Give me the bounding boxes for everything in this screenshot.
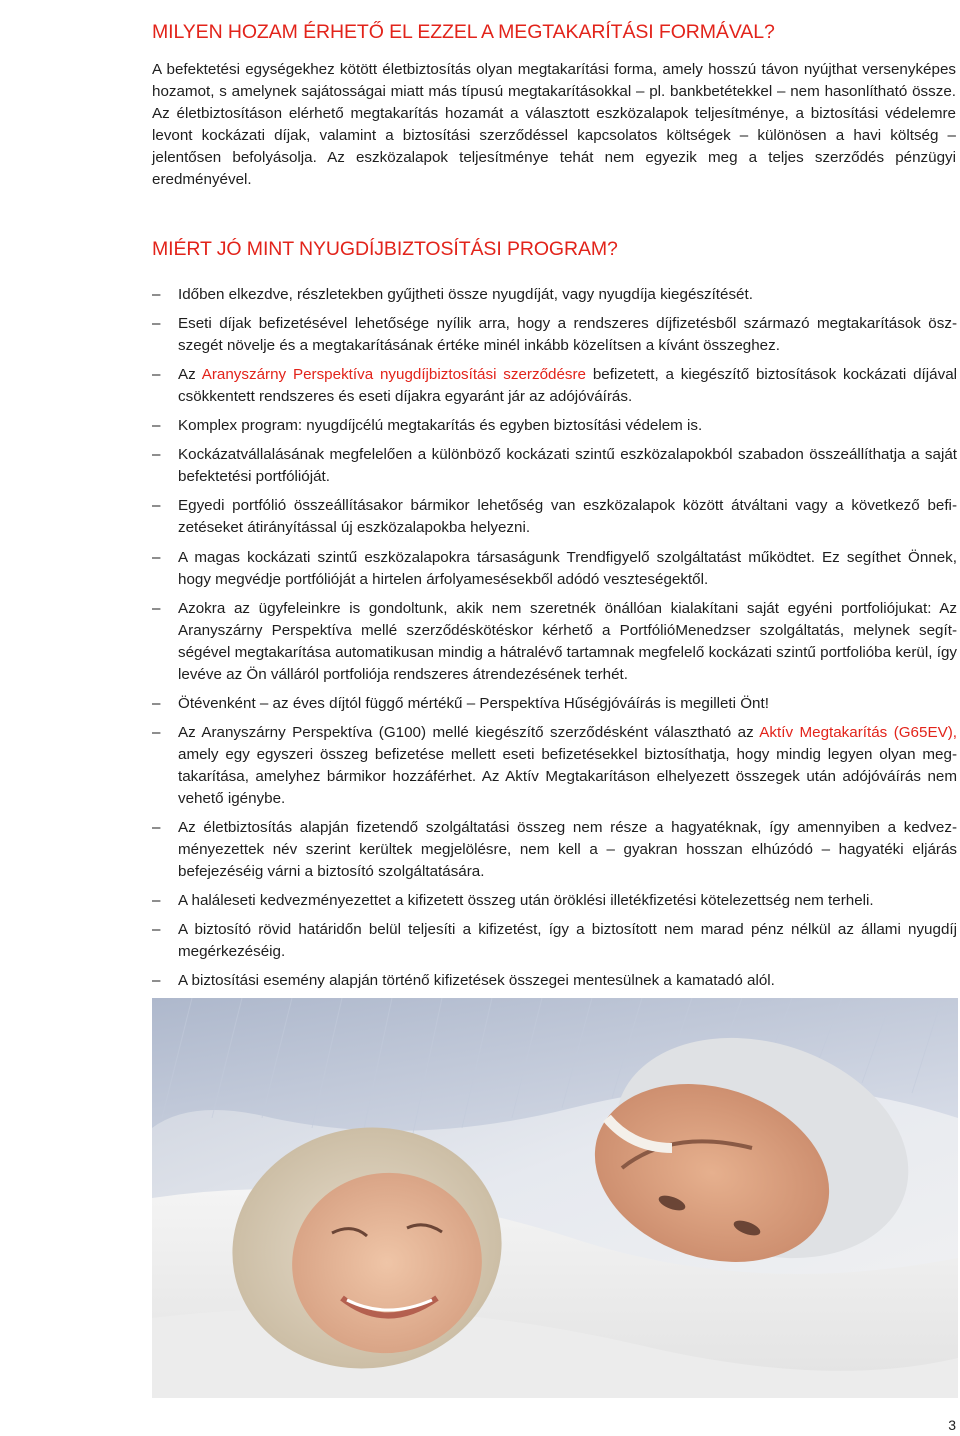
list-item-text: befizetett, a kiegészítő biztosítások kockázati díjával csökkentett rendszeres és eseti díjakra egyaránt jár az adójóváírás. bbox=[178, 366, 958, 406]
list-item-text: A haláleseti kedvezményezettet a kifizetett összeg után öröklési illetékfizetési kötelezettség nem terheli. bbox=[178, 892, 874, 910]
benefits-list bbox=[152, 284, 957, 999]
dash-bullet: – bbox=[152, 694, 161, 712]
dash-bullet: – bbox=[152, 417, 161, 435]
list-item-text: Az életbiztosítás alapján fizetendő szolgáltatási összeg nem része a hagyatéknak, így amennyiben a kedvezményezettek név szerint kerültek megjelölésre, nem kell a – gyakran hosszan elhúzódó – hagyatéki eljárás befejezéséig várni a biztosító szolgáltatására. bbox=[178, 818, 957, 880]
list-item bbox=[152, 495, 957, 539]
couple-photo bbox=[152, 998, 958, 1398]
page-number: 3 bbox=[948, 1417, 956, 1433]
list-item bbox=[152, 890, 957, 912]
list-item bbox=[152, 970, 957, 992]
dash-bullet: – bbox=[152, 315, 161, 333]
dash-bullet: – bbox=[152, 599, 161, 617]
list-item bbox=[152, 364, 957, 408]
list-item bbox=[152, 817, 957, 883]
list-item-text: Kockázatvállalásának megfelelően a különböző kockázati szintű eszközalapokból szabadon összeállíthatja a saját befektetési portfólióját. bbox=[178, 446, 957, 486]
list-item-text: Azokra az ügyfeleinkre is gondoltunk, akik nem szeretnék önállóan kialakítani saját egyéni portfoliójukat: Az Aranyszárny Perspektíva mellé szerződéskötéskor kérhető a PortfólióMenedzser szolgáltatás, melynek segítségével megtakarítása automatikusan mindig a hátralévő tartamnak megfelelő kockázati szintű portfolióba kerül, így levéve az Ön válláról portfoliója rendszeres átrendezésének terhét. bbox=[178, 599, 957, 683]
dash-bullet: – bbox=[152, 892, 161, 910]
list-item-text: A magas kockázati szintű eszközalapokra társaságunk Trendfigyelő szolgáltatást működtet. Ez segíthet Önnek, hogy megvédje portfólióját a hirtelen árfolyamesésekből adódó veszteségektől. bbox=[178, 548, 957, 588]
product-link-aktiv-megtakaritas[interactable]: Aktív Megtakarítás (G65EV), bbox=[759, 723, 957, 741]
list-item-text: Komplex program: nyugdíjcélú megtakarítás és egyben biztosítási védelem is. bbox=[178, 417, 703, 435]
list-item bbox=[152, 693, 957, 715]
dash-bullet: – bbox=[152, 723, 161, 741]
list-item-text: A biztosítási esemény alapján történő kifizetések összegei mentesülnek a kamatadó alól. bbox=[178, 972, 775, 990]
list-item bbox=[152, 547, 957, 591]
intro-paragraph: A befektetési egységekhez kötött életbiztosítás olyan megtakarítási forma, amely hosszú távon nyújthat versenyképes hozamot, s amelynek sajátosságai miatt más típusú megtakarításokkal – pl. bankbetétekkel – nem hasonlítható össze. Az életbiztosításon elérhető megtakarítás hozamát a választott eszközalapok teljesítménye, a biztosítási védelemre levont kockázati díjak, valamint a biztosítási szerződéssel kapcsolatos költségek – különösen a havi költség – jelentősen befolyásolja. Az eszközalapok teljesítménye tehát nem egyezik meg a teljes szerződés pénzügyi eredményével. bbox=[152, 61, 956, 188]
list-item-text: Eseti díjak befizetésével lehetősége nyílik arra, hogy a rendszeres díjfizetésből származó megtakarítások öszszegét növelje és a megtakarításának értéke minél inkább közelítsen a kívánt összeghez. bbox=[178, 315, 957, 355]
product-link-aranyszarny[interactable]: Aranyszárny Perspektíva nyugdíjbiztosítási szerződésre bbox=[201, 366, 587, 384]
dash-bullet: – bbox=[152, 548, 161, 566]
dash-bullet: – bbox=[152, 818, 161, 836]
couple-photo-illustration bbox=[152, 998, 958, 1398]
list-item-text: A biztosító rövid határidőn belül teljesíti a kifizetést, így a biztosított nem marad pénz nélkül az állami nyugdíj megérkezéséig. bbox=[178, 921, 957, 961]
list-item-text: Az bbox=[178, 366, 202, 384]
list-item bbox=[152, 722, 957, 810]
list-item bbox=[152, 415, 957, 437]
list-item-text: Az Aranyszárny Perspektíva (G100) mellé kiegészítő szerződésként választható az bbox=[178, 723, 760, 741]
list-item-text: Időben elkezdve, részletekben gyűjtheti össze nyugdíját, vagy nyugdíja kiegészítését. bbox=[178, 286, 753, 303]
dash-bullet: – bbox=[152, 286, 161, 303]
dash-bullet: – bbox=[152, 972, 161, 990]
list-item-text: Egyedi portfólió összeállításakor bármikor lehetőség van eszközalapok között átváltani vagy a következő befizetéseket átirányítással új eszközalapokba helyezni. bbox=[178, 497, 957, 537]
list-item-text: amely egy egyszeri összeg befizetése mellett eseti befizetésekkel biztosíthatja, hogy mindig legyen olyan megtakarítása, amelyhez bármikor hozzáférhet. Az Aktív Megtakarításon elhelyezett összegek után adójóváírás nem vehető igénybe. bbox=[178, 745, 957, 807]
list-item bbox=[152, 313, 957, 357]
section-heading-yield: MILYEN HOZAM ÉRHETŐ EL EZZEL A MEGTAKARÍTÁSI FORMÁVAL? bbox=[152, 21, 775, 43]
dash-bullet: – bbox=[152, 366, 161, 384]
dash-bullet: – bbox=[152, 921, 161, 939]
list-item bbox=[152, 919, 957, 963]
list-item-text: Ötévenként – az éves díjtól függő mértékű – Perspektíva Hűségjóváírás is megilleti Önt! bbox=[178, 694, 769, 712]
dash-bullet: – bbox=[152, 497, 161, 515]
list-item bbox=[152, 598, 957, 686]
section-heading-pension-program: MIÉRT JÓ MINT NYUGDÍJBIZTOSÍTÁSI PROGRAM? bbox=[152, 238, 618, 260]
list-item bbox=[152, 284, 957, 306]
dash-bullet: – bbox=[152, 446, 161, 464]
list-item bbox=[152, 444, 957, 488]
